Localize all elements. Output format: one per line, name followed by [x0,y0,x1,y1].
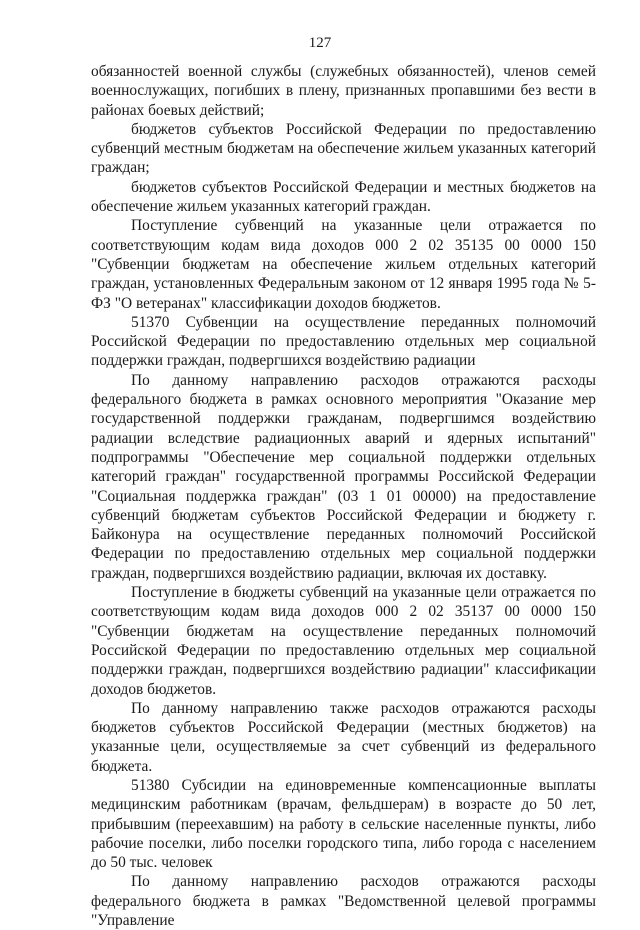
paragraph: Поступление субвенций на указанные цели отражается по соответствующим кодам вида доходов 000 2 02 35135 00 0000 150 "Субвенции бюджетам на обеспечение жильем отдельных категорий граждан, установленных Федеральным законом от 12 января 1995 года № 5-ФЗ "О ветеранах" классификации доходов бюджетов. [91,217,596,312]
page-number: 127 [308,35,332,51]
paragraph: По данному направлению также расходов отражаются расходы бюджетов субъектов Российской Федерации (местных бюджетов) на указанные цели, осуществляемые за счет субвенций из федерального бюджета. [91,699,596,775]
paragraph: По данному направлению расходов отражаются расходы федерального бюджета в рамках основного мероприятия "Оказание мер государственной поддержки гражданам, подвергшимся воздействию радиации вследствие радиационных аварий и ядерных испытаний" подпрограммы "Обеспечение мер социальной поддержки отдельных категорий граждан" государственной программы Российской Федерации "Социальная поддержка граждан" (03 1 01 00000) на предоставление субвенций бюджетам субъектов Российской Федерации и бюджету г. Байконура на осуществление переданных полномочий Российской Федерации по предоставлению отдельных мер социальной поддержки граждан, подвергшихся воздействию радиации, включая их доставку. [91,371,596,582]
paragraph: По данному направлению расходов отражаются расходы федерального бюджета в рамках "Ведомственной целевой программы "Управление [91,873,596,930]
paragraph: Поступление в бюджеты субвенций на указанные цели отражается по соответствующим кодам вида доходов 000 2 02 35137 00 0000 150 "Субвенции бюджетам на осуществление переданных полномочий Российской Федерации по предоставлению отдельных мер социальной поддержки граждан, подвергшихся воздействию радиации" классификации доходов бюджетов. [91,584,596,698]
paragraph: бюджетов субъектов Российской Федерации и местных бюджетов на обеспечение жильем указанных категорий граждан. [91,178,596,216]
paragraph: бюджетов субъектов Российской Федерации по предоставлению субвенций местным бюджетам на обеспечение жильем указанных категорий граждан; [91,120,596,177]
section-heading-51380: 51380 Субсидии на единовременные компенсационные выплаты медицинским работникам (врачам, фельдшерам) в возрасте до 50 лет, прибывшим (переехавшим) на работу в сельские населенные пункты, либо рабочие поселки, либо поселки городского типа, либо города с населением до 50 тыс. человек [91,776,596,872]
document-body [91,62,596,930]
paragraph-continuation: обязанностей военной службы (служебных обязанностей), членов семей военнослужащих, погибших в плену, признанных пропавшими без вести в районах боевых действий; [91,63,596,119]
section-heading-51370: 51370 Субвенции на осуществление переданных полномочий Российской Федерации по предоставлению отдельных мер социальной поддержки граждан, подвергшихся воздействию радиации [91,313,596,370]
